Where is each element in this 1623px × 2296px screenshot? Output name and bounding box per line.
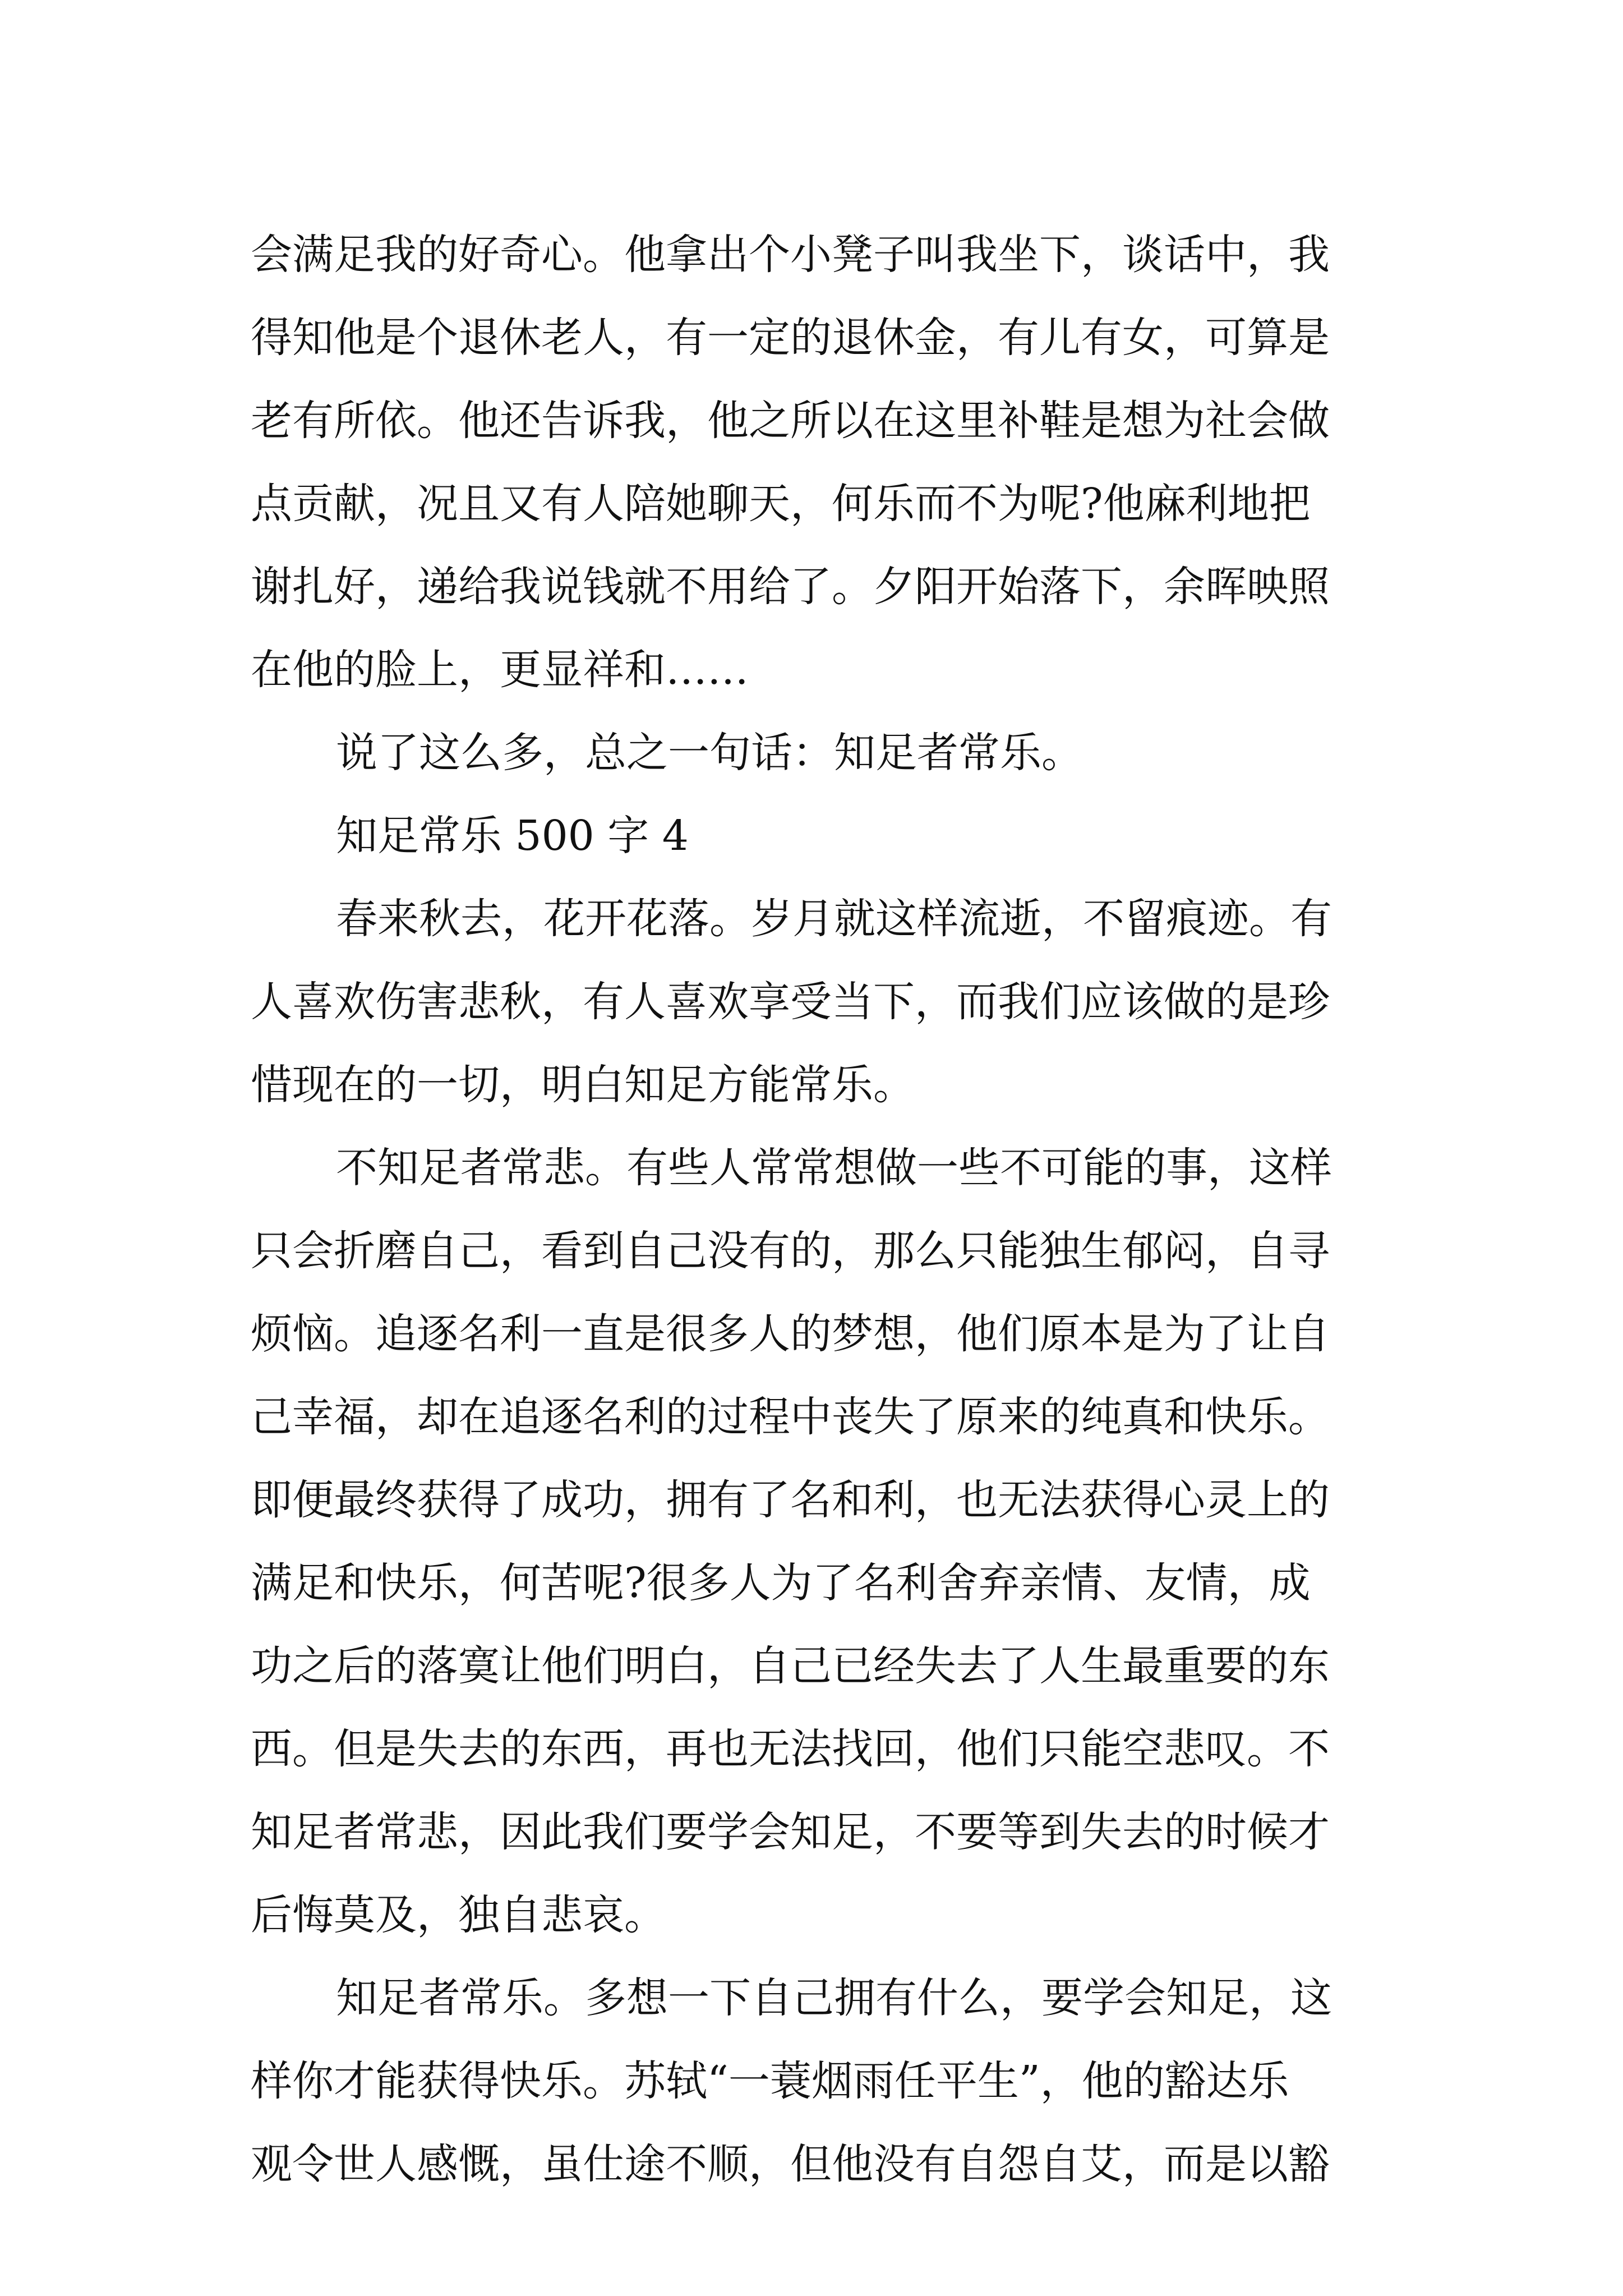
text-line: 知足者常悲，因此我们要学会知足，不要等到失去的时候才 (251, 1808, 1330, 1856)
text-line: 即便最终获得了成功，拥有了名和利，也无法获得心灵上的 (251, 1476, 1330, 1524)
text-line: 惜现在的一切，明白知足方能常乐。 (251, 1061, 915, 1109)
text-line: 老有所依。他还告诉我，他之所以在这里补鞋是想为社会做 (251, 397, 1330, 445)
text-line: 烦恼。追逐名利一直是很多人的梦想，他们原本是为了让自 (251, 1310, 1330, 1358)
text-line: 功之后的落寞让他们明白，自己已经失去了人生最重要的东 (251, 1642, 1330, 1690)
section-heading: 知足常乐 500 字 4 (336, 812, 689, 860)
text-line: 人喜欢伤害悲秋，有人喜欢享受当下，而我们应该做的是珍 (251, 978, 1330, 1026)
text-line: 说了这么多，总之一句话：知足者常乐。 (336, 729, 1083, 777)
text-line: 在他的脸上，更显祥和…… (251, 646, 749, 694)
text-line: 不知足者常悲。有些人常常想做一些不可能的事，这样 (336, 1144, 1332, 1192)
text-line: 观令世人感慨，虽仕途不顺，但他没有自怨自艾，而是以豁 (251, 2140, 1330, 2188)
text-line: 只会折磨自己，看到自己没有的，那么只能独生郁闷，自寻 (251, 1227, 1330, 1275)
document-body (251, 213, 1395, 2206)
text-line: 谢扎好，递给我说钱就不用给了。夕阳开始落下，余晖映照 (251, 563, 1330, 611)
text-line: 样你才能获得快乐。苏轼“一蓑烟雨任平生”，他的豁达乐 (251, 2057, 1289, 2105)
text-line: 点贡献，况且又有人陪她聊天，何乐而不为呢?他麻利地把 (251, 480, 1311, 528)
text-line: 知足者常乐。多想一下自己拥有什么，要学会知足，这 (336, 1974, 1332, 2022)
text-line: 西。但是失去的东西，再也无法找回，他们只能空悲叹。不 (251, 1725, 1330, 1773)
text-line: 会满足我的好奇心。他拿出个小凳子叫我坐下，谈话中，我 (251, 231, 1330, 279)
text-line: 得知他是个退休老人，有一定的退休金，有儿有女，可算是 (251, 314, 1330, 362)
text-line: 满足和快乐，何苦呢?很多人为了名利舍弃亲情、友情，成 (251, 1559, 1311, 1607)
text-line: 后悔莫及，独自悲哀。 (251, 1891, 666, 1939)
text-line: 己幸福，却在追逐名利的过程中丧失了原来的纯真和快乐。 (251, 1393, 1330, 1441)
text-line: 春来秋去，花开花落。岁月就这样流逝，不留痕迹。有 (336, 895, 1332, 943)
